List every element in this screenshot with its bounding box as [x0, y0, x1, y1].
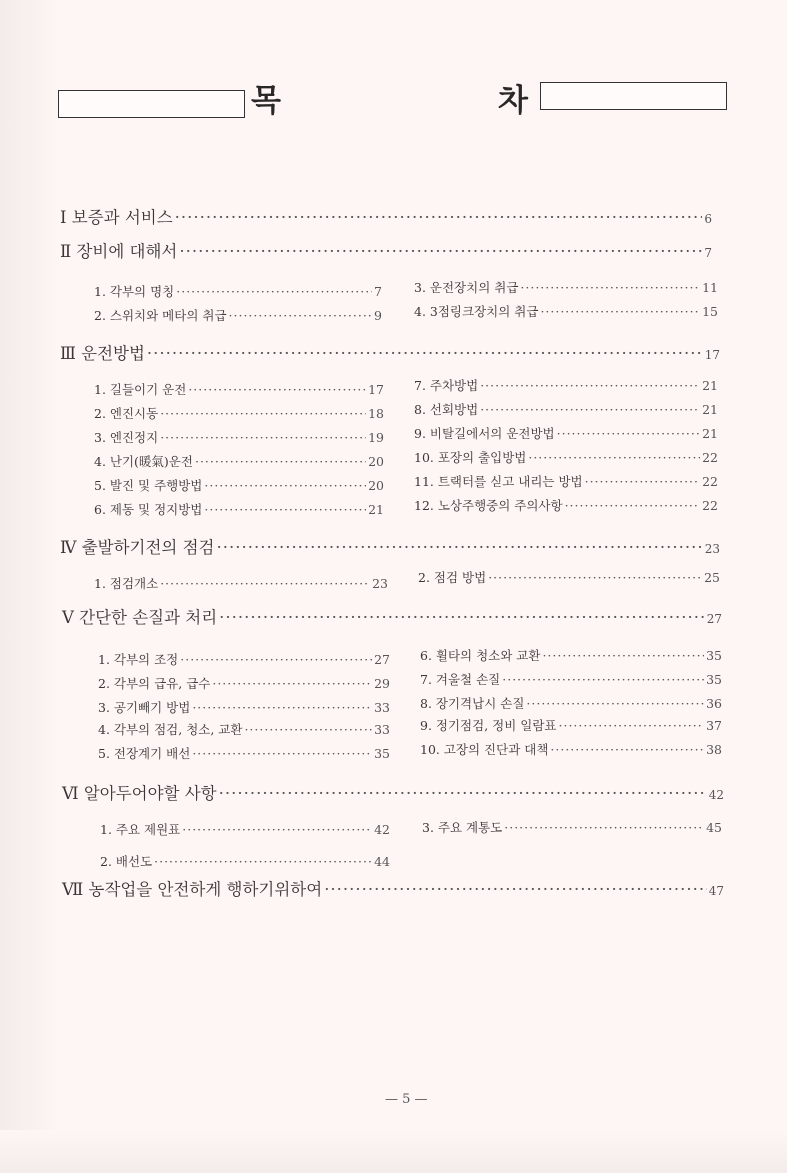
toc-item: [94, 452, 384, 470]
item-page: 18: [368, 406, 384, 421]
item-page: 33: [374, 700, 390, 715]
leader-dots: [502, 672, 704, 687]
section-title: Ⅶ 농작업을 안전하게 행하기위하여: [62, 880, 323, 899]
item-label: 3. 공기빼기 방법: [98, 700, 191, 715]
leader-dots: [192, 700, 372, 715]
toc-item: [420, 694, 722, 712]
item-page: 17: [368, 382, 384, 397]
item-label: 2. 배선도: [100, 854, 153, 869]
section-page: 17: [704, 348, 720, 362]
leader-dots: [480, 378, 700, 393]
toc-section-6: [62, 780, 724, 804]
toc-item: [100, 820, 390, 838]
toc-item: [414, 472, 718, 490]
item-label: 1. 주요 제원표: [100, 822, 181, 837]
item-page: 19: [368, 430, 384, 445]
toc-item: [414, 278, 718, 296]
item-label: 4. 3점링크장치의 취급: [414, 304, 539, 319]
section-title: Ⅵ 알아두어야할 사항: [62, 784, 217, 803]
toc-section-2: [60, 238, 712, 262]
leader-dots: [229, 308, 373, 323]
item-page: 36: [706, 696, 722, 711]
item-label: 8. 장기격납시 손질: [420, 696, 525, 711]
item-page: 37: [706, 718, 722, 733]
item-label: 2. 점검 방법: [418, 570, 487, 585]
toc-item: [98, 744, 390, 762]
item-page: 29: [374, 676, 390, 691]
item-label: 11. 트랙터를 싣고 내리는 방법: [414, 474, 583, 489]
leader-dots: [160, 576, 370, 591]
section-title: Ⅴ 간단한 손질과 처리: [62, 608, 218, 627]
item-label: 1. 점검개소: [94, 576, 159, 591]
item-label: 2. 스위치와 메타의 취급: [94, 308, 227, 323]
item-label: 1. 길들이기 운전: [94, 382, 187, 397]
header-title-right: 차: [498, 83, 528, 119]
item-label: 7. 겨울철 손질: [420, 672, 501, 687]
leader-dots: [550, 742, 704, 757]
leader-dots: [147, 344, 703, 363]
item-label: 6. 휠타의 청소와 교환: [420, 648, 541, 663]
section-page: 47: [708, 884, 724, 898]
item-page: 21: [702, 426, 718, 441]
section-title: Ⅰ 보증과 서비스: [60, 208, 173, 227]
toc-item: [422, 818, 722, 836]
leader-dots: [204, 502, 366, 517]
item-label: 3. 엔진정지: [94, 430, 159, 445]
leader-dots: [175, 208, 703, 227]
leader-dots: [188, 382, 366, 397]
leader-dots: [244, 722, 372, 737]
item-label: 9. 정기점검, 정비 일람표: [420, 718, 557, 733]
item-label: 3. 주요 계통도: [422, 820, 503, 835]
item-label: 2. 각부의 급유, 급수: [98, 676, 211, 691]
leader-dots: [180, 652, 372, 667]
item-label: 5. 전장계기 배선: [98, 746, 191, 761]
section-page: 23: [704, 542, 720, 556]
item-page: 25: [704, 570, 720, 585]
header-right-box: [540, 82, 727, 110]
leader-dots: [204, 478, 366, 493]
toc-item: [98, 698, 390, 716]
item-page: 9: [374, 308, 382, 323]
toc-item: [94, 500, 384, 518]
toc-item: [94, 282, 382, 300]
leader-dots: [179, 242, 702, 261]
leader-dots: [559, 718, 705, 733]
leader-dots: [520, 280, 700, 295]
toc-section-4: [60, 534, 720, 558]
section-title: Ⅳ 출발하기전의 점검: [60, 538, 215, 557]
leader-dots: [192, 746, 372, 761]
item-page: 45: [706, 820, 722, 835]
item-label: 9. 비탈길에서의 운전방법: [414, 426, 555, 441]
section-title: Ⅱ 장비에 대해서: [60, 242, 178, 261]
toc-item: [418, 568, 720, 586]
section-page: 27: [706, 612, 722, 626]
item-label: 8. 선회방법: [414, 402, 479, 417]
leader-dots: [557, 426, 700, 441]
item-label: 4. 난기(暖氣)운전: [94, 454, 193, 469]
toc-section-3: [60, 340, 720, 364]
toc-item: [98, 650, 390, 668]
scan-edge-left: [0, 0, 58, 1173]
toc-item: [94, 476, 384, 494]
leader-dots: [540, 304, 700, 319]
item-page: 38: [706, 742, 722, 757]
section-title: Ⅲ 운전방법: [60, 344, 145, 363]
leader-dots: [504, 820, 704, 835]
item-page: 21: [368, 502, 384, 517]
toc-item: [420, 716, 722, 734]
item-page: 44: [374, 854, 390, 869]
item-page: 22: [702, 450, 718, 465]
leader-dots: [195, 454, 366, 469]
toc-item: [94, 428, 384, 446]
item-label: 1. 각부의 명칭: [94, 284, 175, 299]
toc-item: [420, 740, 722, 758]
toc-section-5: [62, 604, 722, 628]
item-page: 20: [368, 454, 384, 469]
toc-item: [98, 720, 390, 738]
item-label: 5. 발진 및 주행방법: [94, 478, 203, 493]
item-page: 35: [374, 746, 390, 761]
section-page: 42: [708, 788, 724, 802]
toc-item: [414, 448, 718, 466]
item-label: 2. 엔진시동: [94, 406, 159, 421]
leader-dots: [324, 880, 707, 899]
item-label: 4. 각부의 점검, 청소, 교환: [98, 722, 243, 737]
item-label: 3. 운전장치의 취급: [414, 280, 519, 295]
leader-dots: [488, 570, 702, 585]
scan-edge-bottom: [0, 1130, 787, 1173]
item-page: 15: [702, 304, 718, 319]
item-page: 7: [374, 284, 382, 299]
leader-dots: [160, 406, 366, 421]
item-label: 10. 포장의 출입방법: [414, 450, 527, 465]
item-label: 6. 제동 및 정지방법: [94, 502, 203, 517]
leader-dots: [212, 676, 372, 691]
leader-dots: [480, 402, 700, 417]
toc-item: [100, 852, 390, 870]
leader-dots: [160, 430, 366, 445]
toc-item: [94, 380, 384, 398]
toc-item: [414, 424, 718, 442]
leader-dots: [585, 474, 700, 489]
item-label: 1. 각부의 조정: [98, 652, 179, 667]
toc-item: [414, 376, 718, 394]
page-number: — 5 —: [385, 1092, 428, 1107]
item-page: 23: [372, 576, 388, 591]
toc-item: [94, 574, 388, 592]
item-page: 20: [368, 478, 384, 493]
leader-dots: [528, 450, 700, 465]
toc-item: [420, 670, 722, 688]
header-left-box: [58, 90, 245, 118]
item-page: 11: [702, 280, 718, 295]
item-page: 33: [374, 722, 390, 737]
item-page: 42: [374, 822, 390, 837]
toc-item: [94, 404, 384, 422]
item-page: 22: [702, 474, 718, 489]
leader-dots: [219, 784, 707, 803]
item-page: 21: [702, 378, 718, 393]
item-label: 7. 주차방법: [414, 378, 479, 393]
leader-dots: [176, 284, 372, 299]
toc-item: [414, 400, 718, 418]
leader-dots: [217, 538, 703, 557]
leader-dots: [182, 822, 372, 837]
item-page: 21: [702, 402, 718, 417]
section-page: 7: [704, 246, 712, 260]
toc-item: [98, 674, 390, 692]
item-page: 35: [706, 672, 722, 687]
toc-section-1: [60, 204, 712, 228]
section-page: 6: [704, 212, 712, 226]
leader-dots: [526, 696, 704, 711]
item-page: 35: [706, 648, 722, 663]
item-label: 10. 고장의 진단과 대책: [420, 742, 549, 757]
leader-dots: [542, 648, 704, 663]
leader-dots: [565, 498, 701, 513]
toc-item: [414, 302, 718, 320]
header-title-left: 목: [251, 83, 281, 119]
toc-item: [94, 306, 382, 324]
toc-section-7: [62, 876, 724, 900]
item-page: 22: [702, 498, 718, 513]
leader-dots: [154, 854, 372, 869]
item-page: 27: [374, 652, 390, 667]
toc-item: [414, 496, 718, 514]
leader-dots: [219, 608, 705, 627]
toc-item: [420, 646, 722, 664]
item-label: 12. 노상주행중의 주의사항: [414, 498, 563, 513]
